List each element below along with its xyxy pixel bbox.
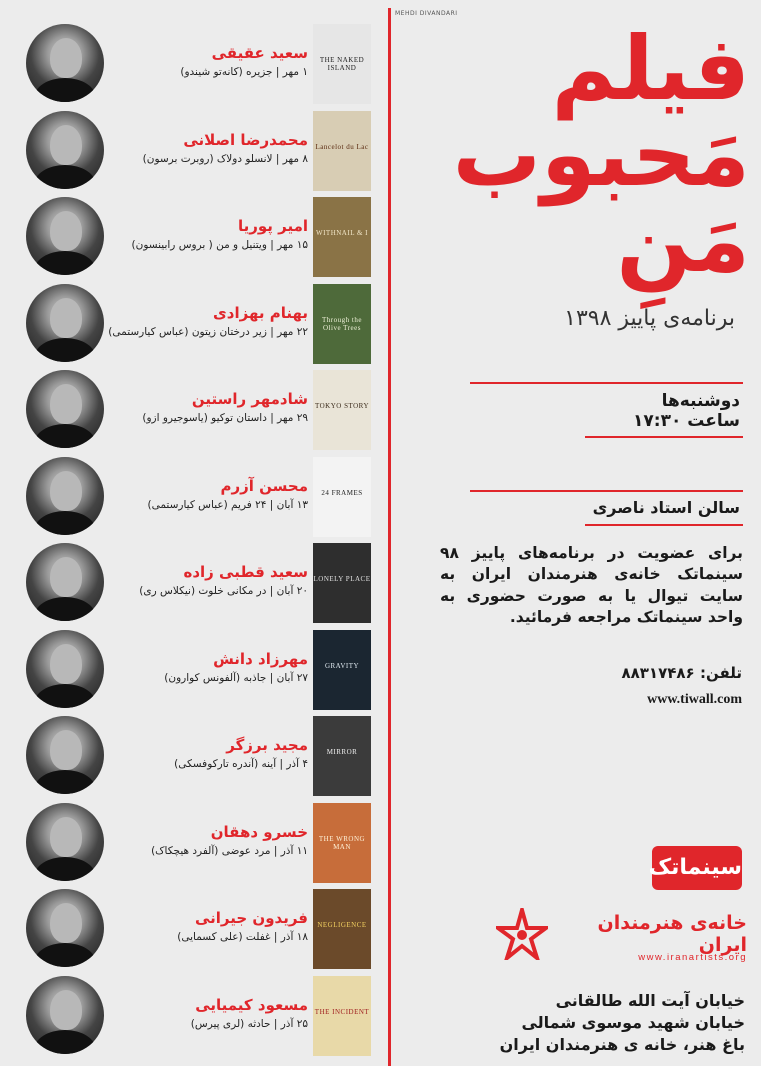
title-line-1: فیلم bbox=[551, 17, 750, 120]
poster-title: WITHNAIL & I bbox=[315, 229, 368, 237]
film-poster bbox=[313, 630, 371, 710]
speaker-name: سعید قطبی زاده bbox=[183, 563, 308, 581]
divider-line bbox=[585, 524, 743, 526]
face-shape bbox=[50, 557, 82, 597]
face-shape bbox=[50, 125, 82, 165]
schedule bbox=[560, 392, 740, 431]
session-details: ۱۵ مهر | ویتنیل و من ( بروس رابینسون) bbox=[131, 239, 308, 251]
poster-title: TOKYO STORY bbox=[314, 402, 370, 410]
organization-url[interactable]: www.iranartists.org bbox=[638, 952, 747, 963]
face-shape bbox=[50, 471, 82, 511]
divider-line bbox=[585, 436, 743, 438]
address bbox=[470, 990, 745, 1056]
session-details: ۲۹ مهر | داستان توکیو (یاسوجیرو ازو) bbox=[142, 412, 308, 424]
poster-title: LONELY PLACE bbox=[313, 575, 371, 583]
address-line-2: خیابان شهید موسوی شمالی bbox=[521, 1013, 745, 1033]
speaker-name: مهرزاد دانش bbox=[213, 649, 308, 668]
session-details: ۲۰ آبان | در مکانی خلوت (نیکلاس ری) bbox=[139, 585, 308, 597]
phone-number: تلفن: ۸۸۳۱۷۴۸۶ bbox=[621, 664, 742, 682]
speaker-photo bbox=[26, 111, 104, 189]
shoulders-shape bbox=[34, 251, 96, 275]
film-row bbox=[0, 803, 385, 889]
film-poster bbox=[313, 24, 371, 104]
shoulders-shape bbox=[34, 424, 96, 448]
film-poster bbox=[313, 889, 371, 969]
film-poster bbox=[313, 197, 371, 277]
title-line-3: مَنِ bbox=[616, 189, 750, 293]
speaker-photo bbox=[26, 284, 104, 362]
session-details: ۲۷ آبان | جاذبه (آلفونس کوارون) bbox=[164, 671, 308, 684]
program-label: برنامه‌ی پاییز ۱۳۹۸ bbox=[564, 306, 735, 331]
cinematheque-logo: سینماتک bbox=[652, 846, 742, 890]
shoulders-shape bbox=[34, 78, 96, 102]
session-details: ۴ آذر | آینه (آندره تارکوفسکی) bbox=[174, 758, 308, 770]
session-details: ۲۲ مهر | زیر درختان زیتون (عباس کیارستمی) bbox=[108, 325, 308, 338]
speaker-name: شادمهر راستین bbox=[191, 390, 308, 408]
film-poster bbox=[313, 976, 371, 1056]
poster-title: Lancelot du Lac bbox=[315, 142, 369, 151]
speaker-photo bbox=[26, 457, 104, 535]
hall-name: سالن استاد ناصری bbox=[592, 498, 740, 517]
poster-title: THE WRONG MAN bbox=[318, 834, 366, 851]
website-link[interactable]: www.tiwall.com bbox=[647, 692, 742, 707]
speaker-name: امیر پوریا bbox=[237, 217, 308, 235]
schedule-day: دوشنبه‌ها bbox=[661, 391, 740, 411]
session-details: ۱۸ آذر | غفلت (علی کسمایی) bbox=[177, 931, 308, 943]
film-row bbox=[0, 889, 385, 975]
speaker-photo bbox=[26, 630, 104, 708]
film-row bbox=[0, 630, 385, 716]
poster-title: Through the Olive Trees bbox=[322, 315, 362, 332]
face-shape bbox=[50, 817, 82, 857]
film-poster bbox=[313, 543, 371, 623]
face-shape bbox=[50, 990, 82, 1030]
title-line-2: مَحبوب bbox=[452, 103, 750, 207]
film-poster bbox=[313, 370, 371, 450]
shoulders-shape bbox=[34, 165, 96, 189]
speaker-photo bbox=[26, 197, 104, 275]
address-line-3: باغ هنر، خانه ی هنرمندان ایران bbox=[499, 1035, 745, 1055]
speaker-name: سعید عقیقی bbox=[211, 44, 308, 62]
film-row bbox=[0, 370, 385, 456]
session-details: ۱۳ آبان | ۲۴ فریم (عباس کیارستمی) bbox=[147, 498, 308, 511]
star-logo-icon bbox=[496, 908, 548, 960]
face-shape bbox=[50, 730, 82, 770]
session-details: ۱۱ آذر | مرد عوضی (آلفرد هیچکاک) bbox=[151, 844, 308, 857]
film-row bbox=[0, 111, 385, 197]
film-row bbox=[0, 543, 385, 629]
speaker-photo bbox=[26, 543, 104, 621]
face-shape bbox=[50, 384, 82, 424]
film-row bbox=[0, 24, 385, 110]
speaker-photo bbox=[26, 889, 104, 967]
speaker-name: بهنام بهزادی bbox=[213, 303, 308, 322]
organization-name: خانه‌ی هنرمندان ایران bbox=[597, 912, 747, 956]
designer-credit: MEHDI DIVANDARI bbox=[395, 10, 458, 17]
face-shape bbox=[50, 38, 82, 78]
film-row bbox=[0, 976, 385, 1062]
film-poster bbox=[313, 284, 371, 364]
shoulders-shape bbox=[34, 770, 96, 794]
speaker-photo bbox=[26, 716, 104, 794]
session-details: ۸ مهر | لانسلو دولاک (روبرت برسون) bbox=[142, 152, 308, 165]
speaker-photo bbox=[26, 803, 104, 881]
face-shape bbox=[50, 644, 82, 684]
speaker-name: فریدون جیرانی bbox=[194, 909, 308, 927]
speaker-name: مجید برزگر bbox=[226, 736, 308, 754]
poster-title: 24 FRAMES bbox=[321, 488, 363, 497]
shoulders-shape bbox=[34, 1030, 96, 1054]
face-shape bbox=[50, 298, 82, 338]
shoulders-shape bbox=[34, 511, 96, 535]
schedule-time: ساعت ۱۷:۳۰ bbox=[633, 410, 740, 431]
film-poster bbox=[313, 803, 371, 883]
red-divider bbox=[388, 8, 391, 1066]
face-shape bbox=[50, 211, 82, 251]
speaker-photo bbox=[26, 370, 104, 448]
speaker-name: محسن آزرم bbox=[220, 476, 308, 495]
speaker-photo bbox=[26, 24, 104, 102]
shoulders-shape bbox=[34, 597, 96, 621]
poster-title: GRAVITY bbox=[324, 661, 360, 670]
face-shape bbox=[50, 903, 82, 943]
speaker-name: خسرو دهقان bbox=[210, 822, 308, 841]
poster-title: THE NAKED ISLAND bbox=[319, 56, 365, 72]
film-row bbox=[0, 284, 385, 370]
film-row bbox=[0, 457, 385, 543]
divider-line bbox=[470, 382, 743, 384]
address-line-1: خیابان آیت الله طالقانی bbox=[555, 991, 745, 1010]
page-title bbox=[405, 17, 750, 293]
poster-title: THE INCIDENT bbox=[314, 1007, 370, 1016]
poster-title: MIRROR bbox=[326, 748, 358, 756]
poster-title: NEGLIGENCE bbox=[317, 921, 367, 929]
shoulders-shape bbox=[34, 857, 96, 881]
shoulders-shape bbox=[34, 943, 96, 967]
speaker-name: مسعود کیمیایی bbox=[195, 995, 308, 1014]
film-row bbox=[0, 716, 385, 802]
speaker-photo bbox=[26, 976, 104, 1054]
membership-info: برای عضویت در برنامه‌های پاییز ۹۸ سینماتک خانه‌ی هنرمندان ایران به سایت تیوال یا به صورت حضوری به واحد سینماتک مراجعه فرمائید. bbox=[440, 544, 743, 627]
speaker-name: محمدرضا اصلانی bbox=[183, 130, 308, 149]
session-details: ۱ مهر | جزیره (کانه‌تو شیندو) bbox=[180, 66, 308, 78]
film-row bbox=[0, 197, 385, 283]
film-poster bbox=[313, 111, 371, 191]
session-details: ۲۵ آذر | حادثه (لری پیرس) bbox=[190, 1017, 308, 1030]
film-poster bbox=[313, 716, 371, 796]
film-poster bbox=[313, 457, 371, 537]
shoulders-shape bbox=[34, 338, 96, 362]
divider-line bbox=[470, 490, 743, 492]
shoulders-shape bbox=[34, 684, 96, 708]
